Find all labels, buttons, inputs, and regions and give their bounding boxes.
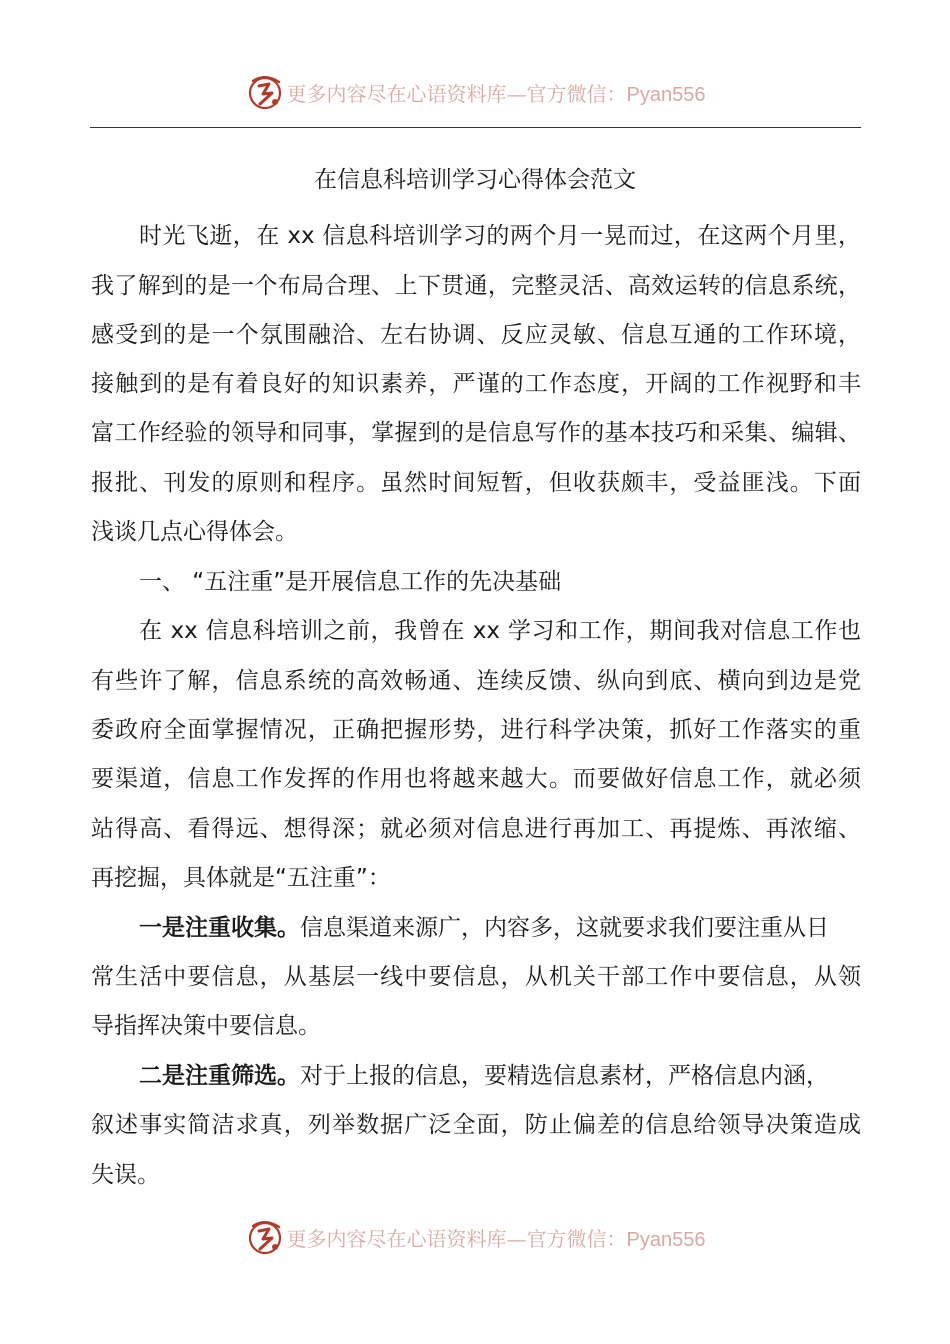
paragraph-line — [139, 1056, 829, 1096]
paragraph-line: 接触到的是有着良好的知识素养，严谨的工作态度，开阔的工作视野和丰 — [91, 371, 861, 397]
lead-continuation: 对于上报的信息，要精选信息素材，严格信息内涵， — [300, 1063, 829, 1089]
header-watermark — [0, 70, 950, 114]
paragraph-line: 站得高、看得远、想得深；就必须对信息进行再加工、再提炼、再浓缩、 — [91, 816, 861, 842]
paragraph-line: 再挖掘，具体就是“五注重”： — [91, 865, 391, 891]
section-heading: 一、 “五注重”是开展信息工作的先决基础 — [139, 569, 562, 595]
paragraph-line: 要渠道，信息工作发挥的作用也将越来越大。而要做好信息工作，就必须 — [91, 766, 861, 792]
paragraph-line: 在 xx 信息科培训之前，我曾在 xx 学习和工作，期间我对信息工作也 — [139, 618, 861, 644]
header-rule — [90, 127, 861, 128]
paragraph-line: 我了解到的是一个布局合理、上下贯通，完整灵活、高效运转的信息系统， — [91, 273, 861, 299]
bold-lead: 二是注重筛选。 — [139, 1063, 300, 1089]
paragraph-line: 感受到的是一个氛围融洽、左右协调、反应灵敏、信息互通的工作环境， — [91, 322, 861, 348]
paragraph-line: 叙述事实简洁求真，列举数据广泛全面，防止偏差的信息给领导决策造成 — [91, 1112, 861, 1138]
paragraph-line: 导指挥决策中要信息。 — [91, 1013, 321, 1039]
document-title: 在信息科培训学习心得体会范文 — [314, 167, 636, 193]
watermark-text: 更多内容尽在心语资料库—官方微信：Pyan556 — [286, 81, 706, 106]
footer-watermark — [0, 1215, 950, 1259]
watermark-text: 更多内容尽在心语资料库—官方微信：Pyan556 — [286, 1226, 706, 1251]
brand-logo-icon — [245, 72, 285, 112]
paragraph-line: 失误。 — [91, 1162, 160, 1188]
brand-logo-icon — [245, 1217, 285, 1257]
paragraph-line: 报批、刊发的原则和程序。虽然时间短暂，但收获颇丰，受益匪浅。下面 — [91, 470, 861, 496]
bold-lead: 一是注重收集。 — [139, 915, 300, 941]
paragraph-line: 有些许了解，信息系统的高效畅通、连续反馈、纵向到底、横向到边是党 — [91, 668, 861, 694]
paragraph-line — [139, 908, 829, 948]
lead-continuation: 信息渠道来源广，内容多，这就要求我们要注重从日 — [300, 915, 829, 941]
paragraph-line: 富工作经验的领导和同事，掌握到的是信息写作的基本技巧和采集、编辑、 — [91, 420, 861, 446]
paragraph-line: 时光飞逝，在 xx 信息科培训学习的两个月一晃而过，在这两个月里， — [139, 223, 861, 249]
paragraph-line: 常生活中要信息，从基层一线中要信息，从机关干部工作中要信息，从领 — [91, 964, 861, 990]
paragraph-line: 委政府全面掌握情况，正确把握形势，进行科学决策，抓好工作落实的重 — [91, 717, 861, 743]
paragraph-line: 浅谈几点心得体会。 — [91, 519, 298, 545]
